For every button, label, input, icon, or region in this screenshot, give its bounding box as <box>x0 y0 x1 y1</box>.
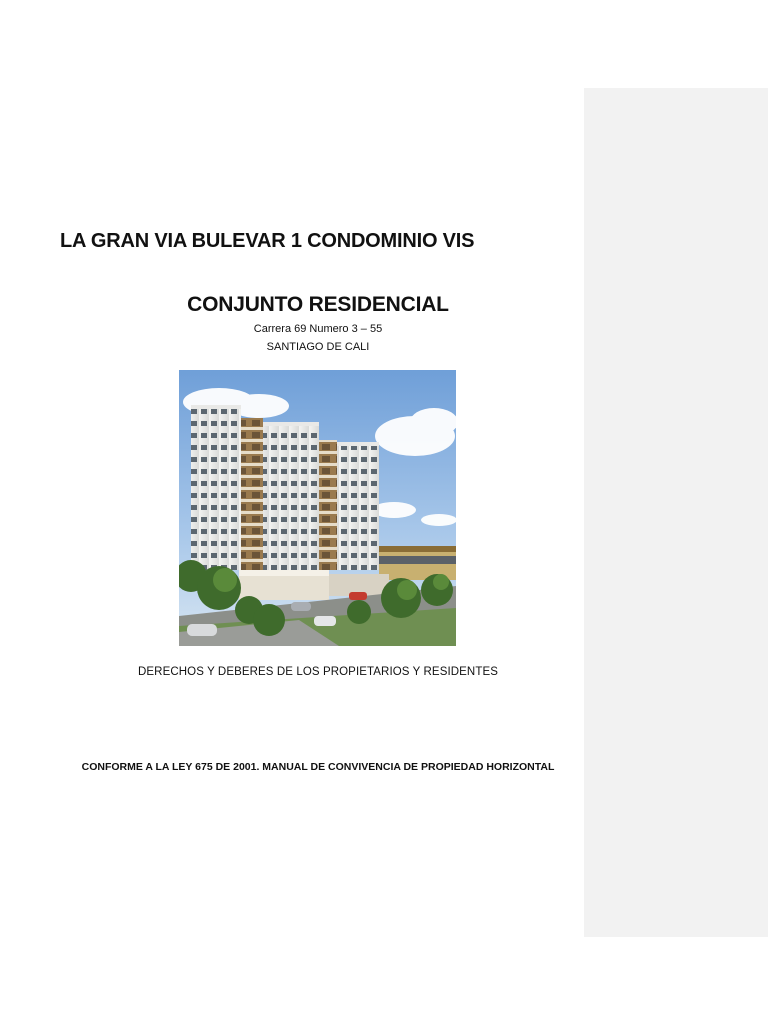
building-photo <box>179 370 456 646</box>
law-reference: CONFORME A LA LEY 675 DE 2001. MANUAL DE CONVIVENCIA DE PROPIEDAD HORIZONTAL <box>81 761 555 773</box>
city-line: SANTIAGO DE CALI <box>266 341 370 353</box>
address-line: Carrera 69 Numero 3 – 55 <box>253 323 383 335</box>
document-subtitle: CONJUNTO RESIDENCIAL <box>187 293 449 316</box>
rights-heading: DERECHOS Y DEBERES DE LOS PROPIETARIOS Y RESIDENTES <box>138 666 498 678</box>
comment-pane <box>584 88 768 937</box>
document-title: LA GRAN VIA BULEVAR 1 CONDOMINIO VIS <box>60 230 475 252</box>
